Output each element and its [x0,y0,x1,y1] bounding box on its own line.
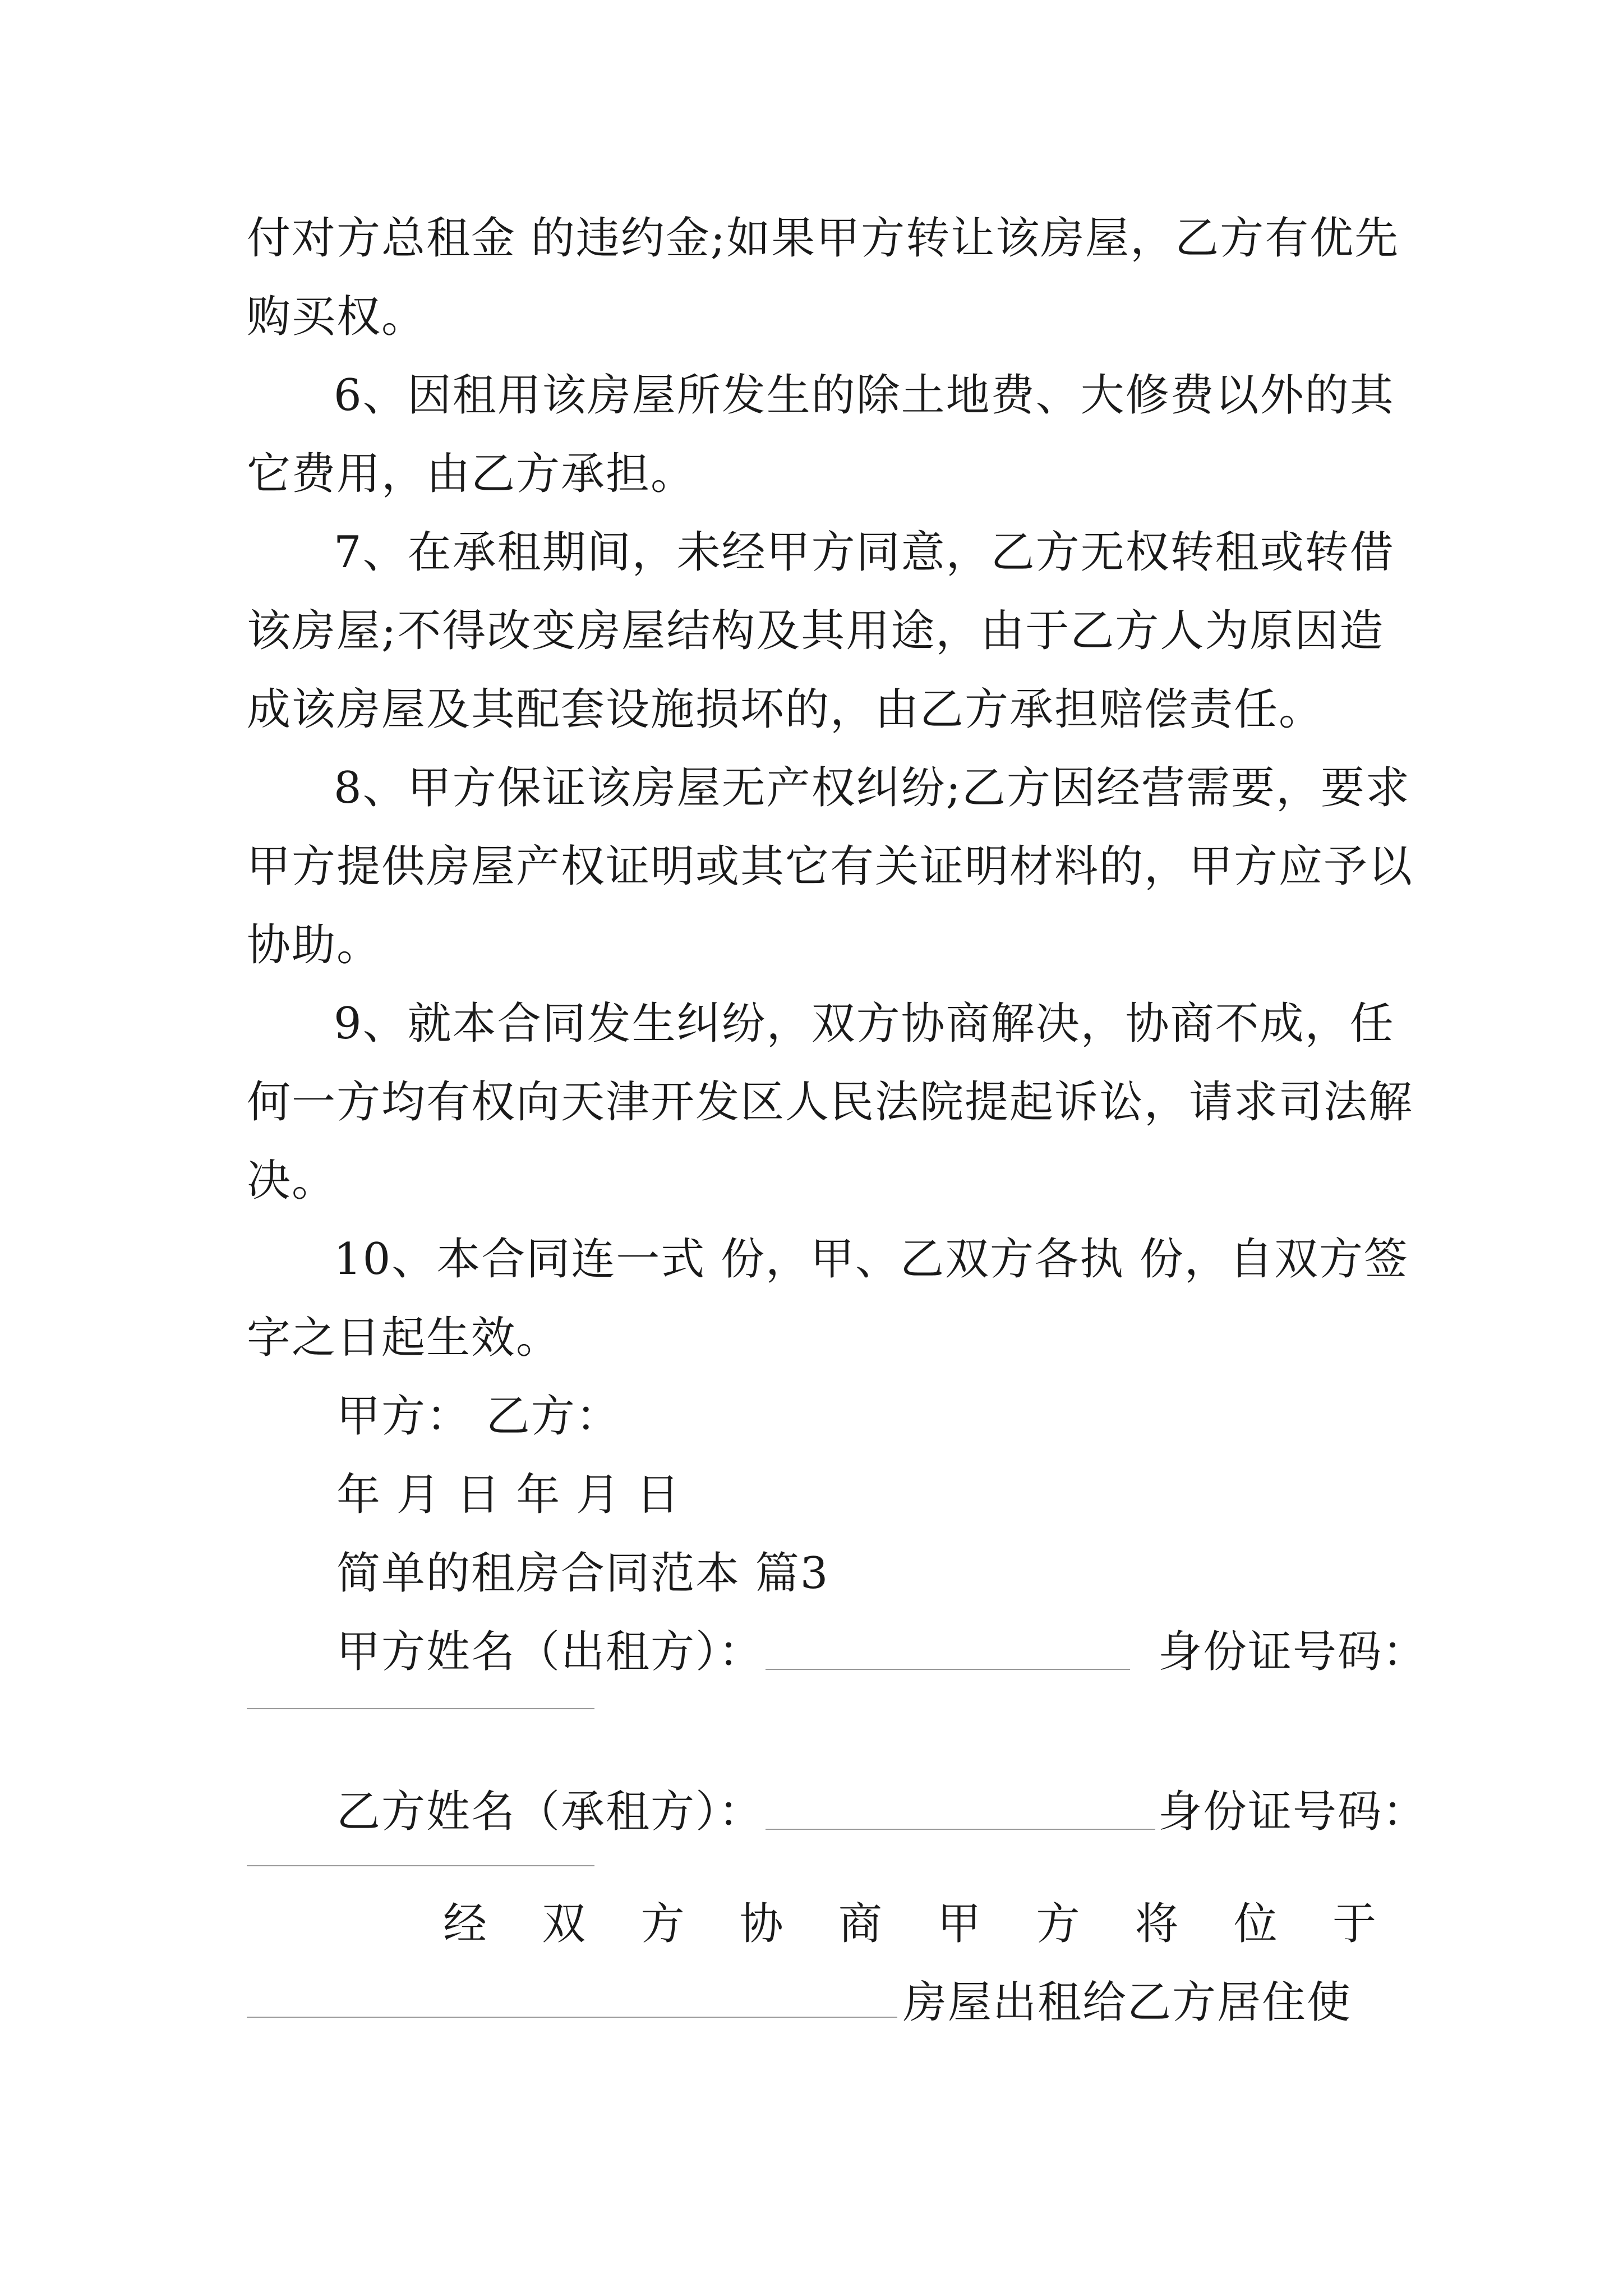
clause-10-line-1 [334,1231,1409,1287]
signature-parties [336,1388,621,1444]
spread-char: 协 [739,1899,785,1949]
spread-char: 将 [1135,1899,1180,1949]
text-line: 简单的租房合同范本 篇3 [336,1548,829,1599]
label-text: 乙方姓名（承租方）： [336,1787,764,1837]
paragraph-5-line-3 [247,289,426,345]
text-line: 购买权。 [247,292,427,342]
address-blank [247,2017,897,2018]
text-line: 8、甲方保证该房屋无产权纠纷;乙方因经营需要，要求 [334,763,1410,813]
text-line: 它费用，由乙方承担。 [247,449,696,499]
text-line: 决。 [247,1156,337,1206]
clause-8-line-3 [247,917,381,973]
clause-7-line-2 [247,603,1384,659]
agreement-line-2 [903,1975,1352,2031]
text-line: 何一方均有权向天津开发区人民法院提起诉讼，请求司法解 [247,1077,1414,1128]
party-b-id-blank [247,1865,594,1866]
text-line: 成该房屋及其配套设施损坏的，由乙方承担赔偿责任。 [247,684,1324,735]
text-line: 9、就本合同发生纠纷，双方协商解决，协商不成，任 [334,999,1395,1049]
label-text: 甲方姓名（出租方）： [336,1627,764,1677]
party-b-id-label [1158,1784,1427,1840]
party-a-name-blank [766,1669,1130,1670]
spread-char: 方 [1036,1899,1081,1949]
text-line: 甲方： 乙方： [336,1391,621,1442]
clause-9-line-2 [247,1074,1413,1130]
text-line: 字之日起生效。 [247,1313,561,1363]
party-a-id-label [1158,1624,1427,1680]
party-b-name-blank [766,1829,1155,1830]
paragraph-5-line-2 [247,210,1400,266]
spread-char: 方 [640,1899,686,1949]
text-line: 协助。 [247,920,382,970]
spread-char: 经 [443,1899,488,1949]
party-a-id-blank [247,1708,594,1709]
text-line: 该房屋;不得改变房屋结构及其用途，由于乙方人为原因造 [247,606,1385,656]
signature-dates [336,1467,681,1523]
clause-7-line-3 [247,682,1324,738]
label-text: 身份证号码： [1158,1787,1428,1837]
clause-6-line-2 [247,446,695,502]
clause-10-line-2 [247,1310,561,1366]
text-line: 年 月 日 年 月 日 [336,1470,681,1520]
text-line: 甲方提供房屋产权证明或其它有关证明材料的，甲方应予以 [247,841,1414,892]
label-text: 身份证号码： [1158,1627,1428,1677]
party-b-name-label [336,1784,763,1840]
clause-9-line-3 [247,1153,336,1209]
clause-8-line-2 [247,839,1413,895]
clause-8-line-1 [334,760,1410,816]
clause-6-line-1 [334,367,1395,424]
text-line: 10、本合同连一式 份，甲、乙双方各执 份，自双方签 [334,1234,1409,1285]
spread-char: 双 [542,1899,587,1949]
text-line: 付对方总租金 的违约金;如果甲方转让该房屋，乙方有优先 [247,213,1400,264]
clause-7-line-1 [334,524,1395,581]
party-a-name-label [336,1624,763,1680]
spread-char: 商 [838,1899,883,1949]
text-line: 6、因租用该房屋所发生的除土地费、大修费以外的其 [334,370,1395,421]
clause-9-line-1 [334,996,1395,1052]
section-heading [336,1545,829,1602]
spread-char: 甲 [937,1899,983,1949]
text-line: 房屋出租给乙方居住使 [903,1977,1352,2028]
spread-char: 于 [1332,1899,1377,1949]
spread-char: 位 [1233,1899,1279,1949]
agreement-line-1 [443,1896,1377,1952]
text-line: 7、在承租期间，未经甲方同意，乙方无权转租或转借 [334,527,1395,578]
